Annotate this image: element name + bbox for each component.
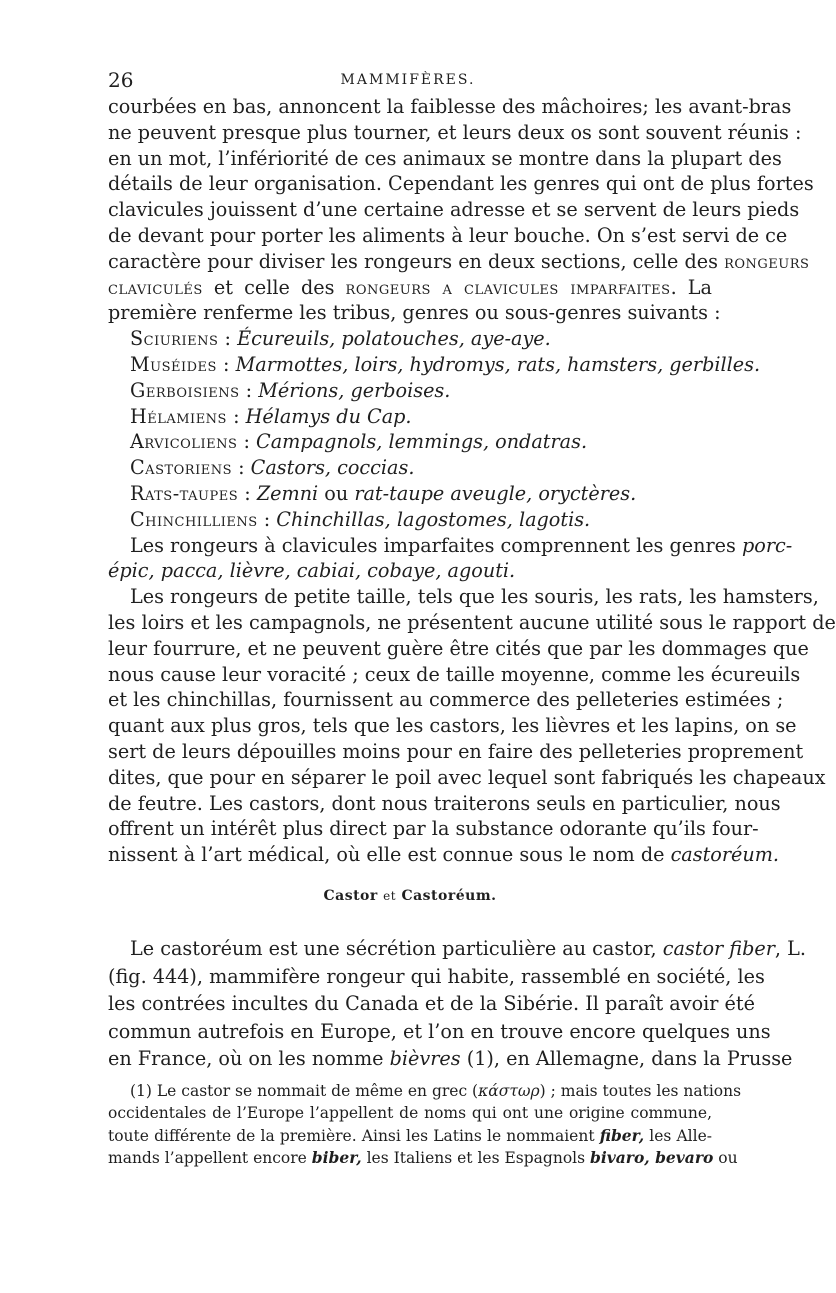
text-line: les contrées incultes du Canada et de la Sibérie. Il paraît avoir été (108, 992, 755, 1015)
footnote-line (108, 1125, 712, 1148)
tribe-genera: Chinchillas, lagostomes, lagotis. (276, 507, 591, 531)
text-span: en France, où on les nomme (108, 1047, 390, 1070)
tribe-name: Hélamiens (130, 404, 227, 428)
small-caps-term: rongeurs a clavicules imparfaites (345, 275, 671, 299)
text-span: caractère pour diviser les rongeurs en deux sections, celle des (108, 249, 725, 273)
text-line: clavicules jouissent d’une certaine adresse et se servent de leurs pieds (108, 198, 800, 222)
greek-term: κάστωρ (478, 1082, 540, 1100)
tribe-genera: rat-taupe aveugle, oryctères. (354, 481, 637, 505)
text-line: leur fourrure, et ne peuvent guère être cités que par les dommages que (108, 636, 809, 660)
footnote-line (108, 1081, 742, 1103)
text-line: et les chinchillas, fournissent au commerce des pelleteries estimées ; (108, 688, 784, 712)
footnote (108, 1081, 742, 1170)
section-heading (108, 888, 712, 904)
italic-term: castoréum. (670, 843, 780, 867)
text-span: , L. (774, 937, 806, 960)
tribe-entry (108, 455, 712, 481)
text-span: . La (670, 275, 712, 299)
tribe-name: Arvicoliens (130, 430, 238, 454)
page-number: 26 (108, 68, 134, 92)
tribe-name: Sciuriens (130, 327, 219, 351)
text-span: toute différente de la première. Ainsi les Latins le nommaient (108, 1126, 600, 1145)
separator: : (218, 327, 238, 351)
footnote-line (108, 1147, 738, 1170)
text-line (108, 249, 810, 275)
text-line (108, 275, 712, 301)
text-line: Les rongeurs de petite taille, tels que les souris, les rats, les hamsters, (130, 585, 819, 609)
text-line (108, 842, 780, 868)
text-span: les Italiens et les Espagnols (361, 1149, 590, 1168)
text-line (108, 533, 793, 559)
text-line: commun autrefois en Europe, et l’on en trouve encore quelques uns (108, 1019, 771, 1043)
italic-term: bièvres (389, 1047, 461, 1070)
text-span: ) ; mais toutes les nations (539, 1082, 742, 1100)
tribe-genera: Hélamys du Cap. (245, 404, 412, 428)
text-line: (fig. 444), mammifère rongeur qui habite, rassemblé en société, les (108, 964, 765, 988)
separator: : (239, 378, 259, 402)
text-line: quant aux plus gros, tels que les castors, les lièvres et les lapins, on se (108, 714, 797, 738)
text-line (108, 1045, 793, 1073)
tribe-name: Rats-taupes (130, 481, 239, 505)
text-span: Les rongeurs à clavicules imparfaites comprennent les genres (130, 533, 742, 557)
text-line: ne peuvent presque plus tourner, et leurs deux os sont souvent réunis : (108, 120, 802, 144)
text-span: ou (318, 481, 355, 505)
text-line: courbées en bas, annoncent la faiblesse des mâchoires; les avant-bras (108, 95, 792, 118)
tribe-name: Muséides (130, 352, 217, 376)
tribe-name: Chinchilliens (130, 507, 258, 531)
text-line: les loirs et les campagnols, ne présentent aucune utilité sous le rapport de (108, 610, 836, 634)
separator: : (232, 456, 251, 480)
heading-word: Castoréum. (401, 888, 497, 904)
italic-term: bivaro, bevaro (590, 1148, 714, 1168)
text-line: dites, que pour en séparer le poil avec lequel sont fabriqués les chapeaux (108, 765, 826, 789)
page-header (108, 68, 708, 94)
separator: : (226, 404, 246, 428)
text-line: sert de leurs dépouilles moins pour en faire des pelleteries proprement (108, 739, 804, 763)
text-line: épic, pacca, lièvre, cabiai, cobaye, agouti. (108, 559, 516, 583)
heading-word: Castor (323, 888, 378, 904)
tribe-name: Gerboisiens (130, 378, 240, 402)
tribe-genera: Marmottes, loirs, hydromys, rats, hamsters, gerbilles. (235, 352, 761, 376)
text-span: (1), en Allemagne, dans la Prusse (460, 1047, 793, 1070)
tribe-entry (108, 481, 712, 507)
text-line: de feutre. Les castors, dont nous traiterons seuls en particulier, nous (108, 791, 781, 815)
separator: : (237, 430, 257, 454)
tribe-entry (108, 352, 761, 378)
text-line: détails de leur organisation. Cependant les genres qui ont de plus fortes (108, 172, 814, 196)
text-span: mands l’appellent encore (108, 1149, 312, 1168)
text-line: première renferme les tribus, genres ou sous-genres suivants : (108, 301, 721, 325)
tribe-genera: Mérions, gerboises. (258, 378, 451, 402)
separator: : (257, 507, 277, 531)
text-span: ou (713, 1149, 738, 1168)
separator: : (216, 352, 236, 376)
small-caps-term: rongeurs (724, 249, 810, 273)
tribe-entry (108, 507, 712, 533)
tribe-name: Castoriens (130, 456, 232, 480)
italic-term: porc- (741, 533, 793, 557)
text-line: en un mot, l’infériorité de ces animaux se montre dans la plupart des (108, 146, 782, 170)
italic-term: castor fiber (662, 937, 775, 960)
text-span: (1) Le castor se nommait de même en grec ( (130, 1082, 479, 1100)
tribe-entry (108, 326, 712, 352)
italic-term: biber, (311, 1148, 362, 1168)
tribe-entry (108, 429, 712, 455)
italic-term: fiber, (599, 1125, 645, 1145)
text-span: nissent à l’art médical, où elle est connue sous le nom de (108, 843, 671, 867)
text-line: nous cause leur voracité ; ceux de taille moyenne, comme les écureuils (108, 662, 801, 686)
footnote-line: occidentales de l’Europe l’appellent de noms qui ont une origine commune, (108, 1103, 712, 1122)
tribe-entry (108, 404, 712, 430)
tribe-genera: Écureuils, polatouches, aye-aye. (237, 327, 551, 351)
text-span: et celle des (202, 275, 346, 299)
text-line: de devant pour porter les aliments à leur bouche. On s’est servi de ce (108, 223, 788, 247)
small-caps-term: claviculés (108, 275, 203, 299)
separator: : (238, 481, 257, 505)
text-line: offrent un intérêt plus direct par la substance odorante qu’ils four- (108, 817, 759, 841)
tribe-genera: Campagnols, lemmings, ondatras. (256, 430, 588, 454)
main-text-block (108, 94, 836, 868)
heading-conjunction: et (383, 889, 397, 903)
tribe-genera: Castors, coccias. (250, 456, 415, 480)
running-title: MAMMIFÈRES. (340, 72, 476, 88)
tribe-genera: Zemni (256, 481, 319, 505)
section-text-block (108, 935, 806, 1073)
tribe-entry (108, 378, 712, 404)
text-span: les Alle- (644, 1126, 712, 1145)
text-line (108, 935, 806, 963)
text-span: Le castoréum est une sécrétion particulière au castor, (130, 937, 663, 960)
